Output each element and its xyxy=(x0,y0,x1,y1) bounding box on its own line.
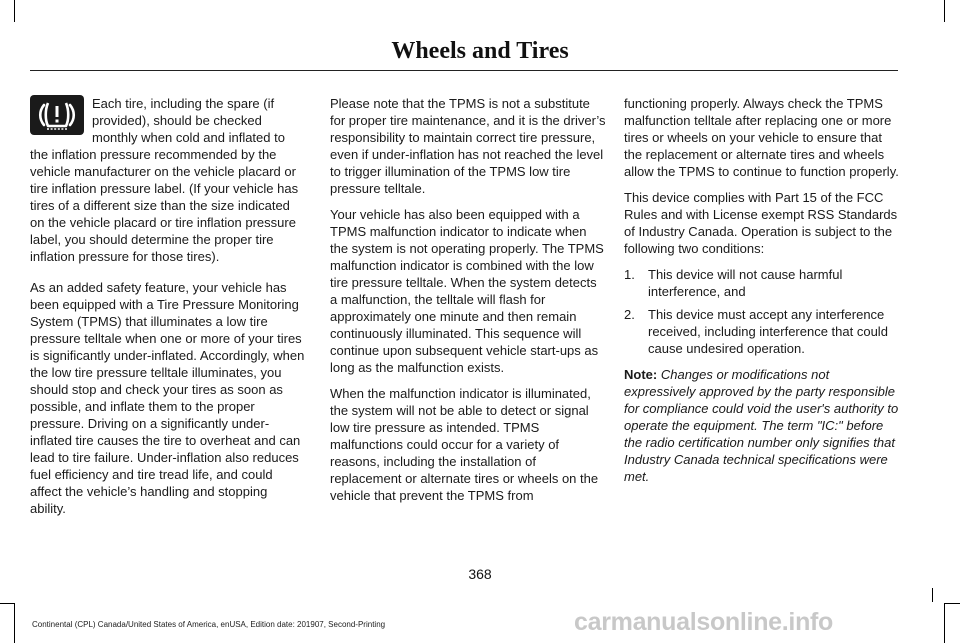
column-2 xyxy=(330,95,606,513)
condition-list xyxy=(624,266,900,357)
crop-mark xyxy=(944,0,945,22)
note-text: Changes or modifications not expressively approved by the party responsible for compliance could void the user's authority to operate the equipment. The term "IC:" before the radio certification number only signifies that Industry Canada technical specifications were met. xyxy=(624,367,899,484)
watermark: carmanualsonline.info xyxy=(574,608,834,636)
column-3 xyxy=(624,95,900,494)
paragraph: Please note that the TPMS is not a substitute for proper tire maintenance, and it is the driver’s responsibility to maintain correct tire pressure, even if under-inflation has not reached the level to trigger illumination of the TPMS low tire pressure telltale. xyxy=(330,96,606,196)
crop-mark xyxy=(0,603,14,604)
note-label: Note: xyxy=(624,367,658,382)
crop-mark xyxy=(944,603,945,643)
list-text: This device must accept any interference received, including interference that could cause undesired operation. xyxy=(648,307,888,356)
edition-info: Continental (CPL) Canada/United States of America, enUSA, Edition date: 201907, Second-Printing xyxy=(32,620,386,629)
crop-mark xyxy=(14,0,15,22)
page-number: 368 xyxy=(468,566,492,582)
tire-pressure-warning-icon xyxy=(30,95,84,135)
crop-mark xyxy=(945,603,960,604)
body-text: Each tire, including the spare (if provided), should be checked monthly when cold and inflated to the inflation pressure recommended by the vehicle manufacturer on the vehicle placard or tire inflation pressure label. (If your vehicle has tires of a different size than the size indicated on the vehicle placard or tire inflation pressure label, you should determine the proper tire inflation pressure for those tires). xyxy=(30,96,299,264)
list-text: This device will not cause harmful interference, and xyxy=(648,267,843,299)
note xyxy=(624,366,900,485)
list-number: 2. xyxy=(624,307,635,322)
page-title: Wheels and Tires xyxy=(391,38,569,64)
paragraph: Your vehicle has also been equipped with a TPMS malfunction indicator to indicate when the system is not operating properly. The TPMS malfunction indicator is combined with the low tire pressure telltale. When the system detects a malfunction, the telltale will flash for approximately one minute and then remain continuously illuminated. This sequence will continue upon subsequent vehicle start-ups as long as the malfunction exists. xyxy=(330,207,604,375)
list-item xyxy=(624,266,900,300)
paragraph: As an added safety feature, your vehicle has been equipped with a Tire Pressure Monitoring System (TPMS) that illuminates a low tire pressure telltale when one or more of your tires is significantly under-inflated. Accordingly, when the low tire pressure telltale illuminates, you should stop and check your tires as soon as possible, and inflate them to the proper pressure. Driving on a significantly under-inflated tire causes the tire to overheat and can lead to tire failure. Under-inflation also reduces fuel efficiency and tire tread life, and could affect the vehicle’s handling and stopping ability. xyxy=(30,280,305,516)
paragraph: When the malfunction indicator is illuminated, the system will not be able to detect or signal low tire pressure as intended. TPMS malfunctions could occur for a variety of reasons, including the installation of replacement or alternate tires or wheels on the vehicle that prevent the TPMS from xyxy=(330,386,599,503)
paragraph xyxy=(30,95,306,265)
crop-mark xyxy=(14,603,15,643)
column-1 xyxy=(30,95,306,526)
paragraph: This device complies with Part 15 of the FCC Rules and with License exempt RSS Standards of Industry Canada. Operation is subject to the following two conditions: xyxy=(624,190,898,256)
list-item xyxy=(624,306,900,357)
list-number: 1. xyxy=(624,267,635,282)
header-divider xyxy=(30,70,898,71)
crop-mark xyxy=(932,588,933,602)
paragraph: functioning properly. Always check the TPMS malfunction telltale after replacing one or more tires or wheels on your vehicle to ensure that the replacement or alternate tires and wheels allow the TPMS to continue to function properly. xyxy=(624,96,899,179)
